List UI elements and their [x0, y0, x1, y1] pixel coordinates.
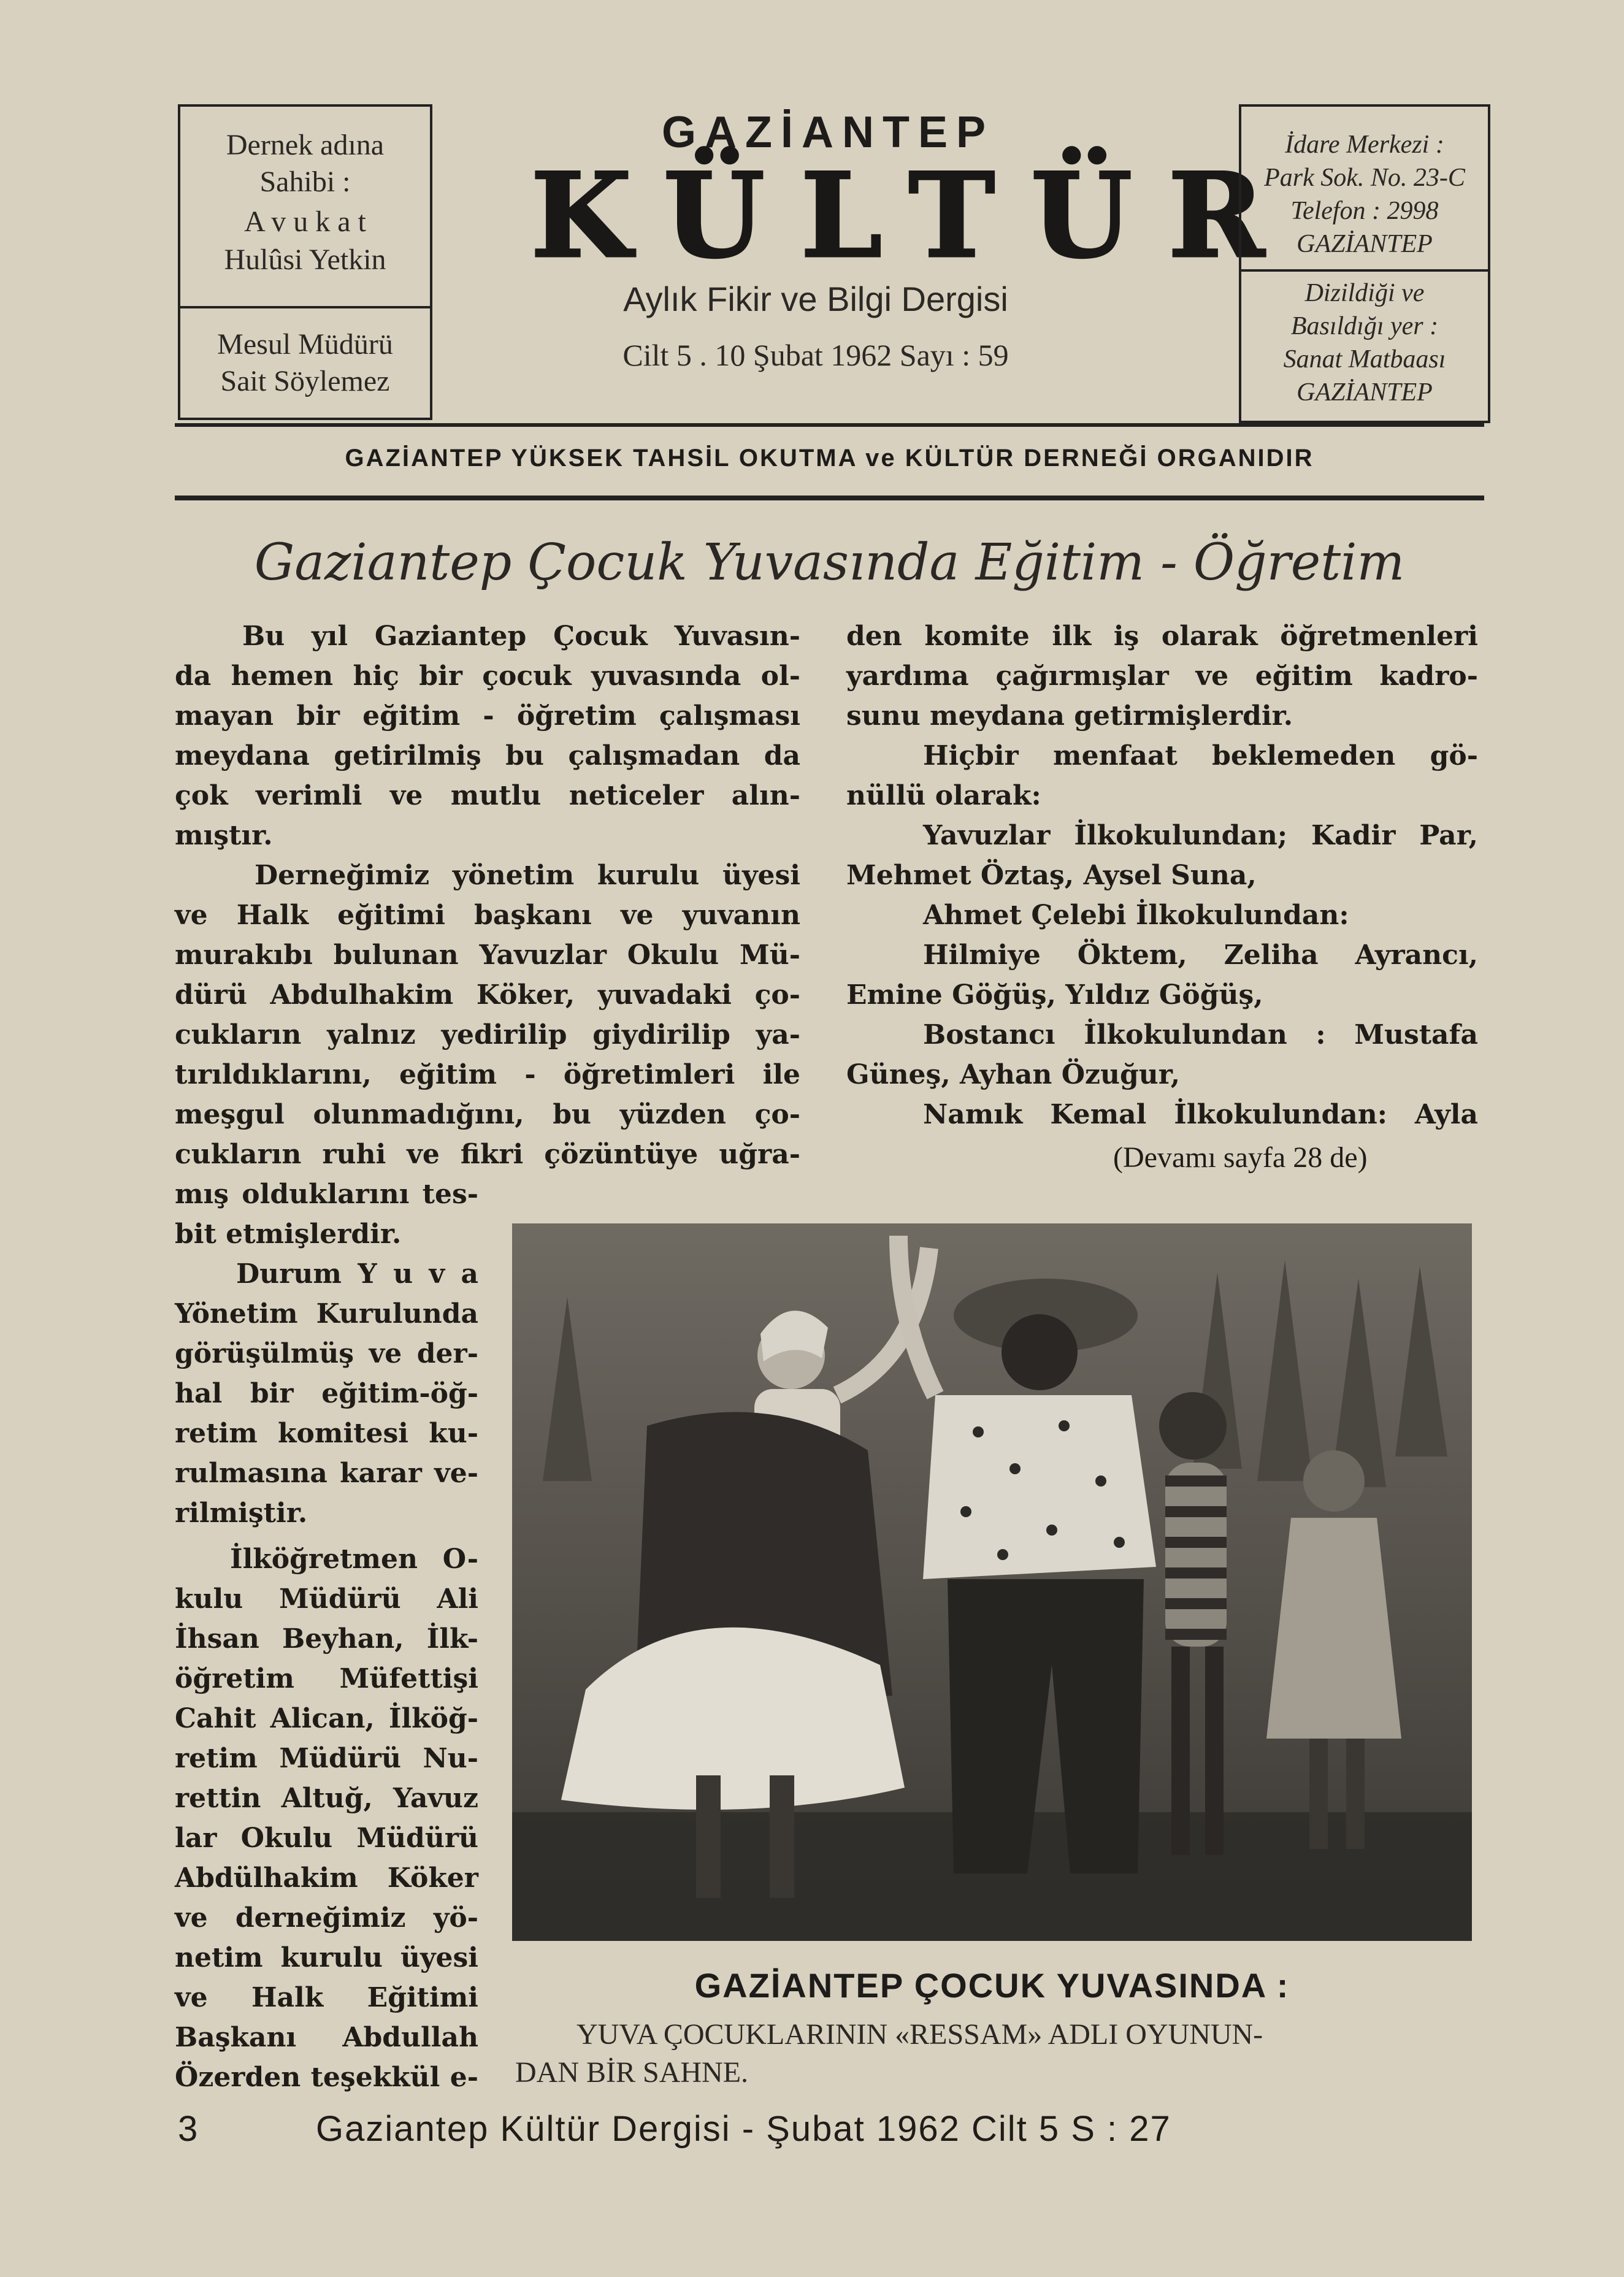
- info-line: Park Sok. No. 23-C: [1264, 164, 1465, 192]
- text-line: retim komitesi ku-: [175, 1418, 478, 1449]
- text-line: Başkanı Abdullah: [175, 2022, 478, 2053]
- text-line: Hilmiye Öktem, Zeliha Ayrancı,: [923, 940, 1478, 971]
- text-line: yardıma çağırmışlar ve eğitim kadro-: [846, 660, 1478, 692]
- photograph: [512, 1223, 1472, 1941]
- page-number: 3: [178, 2109, 198, 2149]
- text-line: nüllü olarak:: [846, 780, 1041, 811]
- text-line: Mehmet Öztaş, Aysel Suna,: [846, 860, 1257, 891]
- masthead-logo: KÜLTÜR: [530, 147, 1301, 284]
- text-line: Güneş, Ayhan Özuğur,: [846, 1059, 1181, 1090]
- text-line: İhsan Beyhan, İlk-: [175, 1623, 478, 1655]
- masthead-subtitle: Aylık Fikir ve Bilgi Dergisi: [623, 280, 1008, 318]
- issue-line: Cilt 5 . 10 Şubat 1962 Sayı : 59: [622, 338, 1009, 372]
- text-line: Durum Y u v a: [236, 1258, 478, 1290]
- text-line: rilmiştir.: [175, 1498, 308, 1529]
- text-line: rulmasına karar ve-: [175, 1458, 478, 1489]
- info-line: GAZİANTEP: [1297, 230, 1433, 258]
- text-line: görüşülmüş ve der-: [175, 1338, 478, 1369]
- print-line: Sanat Matbaası: [1283, 345, 1446, 373]
- text-line: rettin Altuğ, Yavuz: [175, 1783, 478, 1814]
- caption-line: DAN BİR SAHNE.: [515, 2056, 749, 2089]
- footer-text: Gaziantep Kültür Dergisi - Şubat 1962 Cilt 5 S : 27: [316, 2109, 1171, 2149]
- owner-line: Dernek adına: [226, 129, 385, 161]
- text-line: sunu meydana getirmişlerdir.: [846, 700, 1293, 732]
- text-line: tırıldıklarını, eğitim - öğretimleri ile: [175, 1059, 800, 1090]
- text-line: murakıbı bulunan Yavuzlar Okulu Mü-: [175, 940, 800, 971]
- caption-line: YUVA ÇOCUKLARININ «RESSAM» ADLI OYUNUN-: [576, 2018, 1263, 2051]
- text-line: meydana getirilmiş bu çalışmadan da: [175, 740, 800, 771]
- owner-box: [178, 104, 432, 420]
- masthead-rule-bottom: [175, 496, 1484, 500]
- text-line: ve Halk Eğitimi: [175, 1982, 478, 2013]
- box-divider: [180, 306, 430, 308]
- owner-line: Hulûsi Yetkin: [224, 243, 386, 276]
- text-line: Ahmet Çelebi İlkokulundan:: [923, 900, 1349, 931]
- print-line: GAZİANTEP: [1297, 378, 1433, 407]
- text-line: çok verimli ve mutlu neticeler alın-: [175, 780, 800, 811]
- text-line: meşgul olunmadığını, bu yüzden ço-: [175, 1099, 800, 1130]
- text-line: Namık Kemal İlkokulundan: Ayla: [923, 1099, 1478, 1130]
- text-line: hal bir eğitim-öğ-: [175, 1378, 478, 1409]
- text-line: Cahit Alican, İlköğ-: [175, 1703, 478, 1734]
- organization-line: GAZİANTEP YÜKSEK TAHSİL OKUTMA ve KÜLTÜR DERNEĞİ ORGANIDIR: [345, 445, 1314, 472]
- owner-line: Sahibi :: [259, 166, 351, 198]
- text-line: retim Müdürü Nu-: [175, 1743, 478, 1774]
- print-line: Basıldığı yer :: [1290, 312, 1439, 340]
- text-line: kulu Müdürü Ali: [175, 1583, 478, 1615]
- manager-line: Sait Söylemez: [220, 365, 390, 397]
- text-line: cukların yalnız yedirilip giydirilip ya-: [175, 1019, 800, 1050]
- info-line: İdare Merkezi :: [1285, 131, 1444, 159]
- info-line: Telefon : 2998: [1290, 197, 1439, 225]
- text-line: netim kurulu üyesi: [175, 1942, 478, 1973]
- text-line: Bu yıl Gaziantep Çocuk Yuvasın-: [242, 621, 800, 652]
- text-line: Hiçbir menfaat beklemeden gö-: [923, 740, 1478, 771]
- masthead-rule-top: [175, 423, 1484, 427]
- text-line: İlköğretmen O-: [230, 1544, 478, 1575]
- text-line: lar Okulu Müdürü: [175, 1823, 478, 1854]
- text-line: Özerden teşekkül e-: [175, 2062, 478, 2093]
- text-line: dürü Abdulhakim Köker, yuvadaki ço-: [175, 979, 800, 1011]
- text-line: mayan bir eğitim - öğretim çalışması: [175, 700, 800, 732]
- caption-title: GAZİANTEP ÇOCUK YUVASINDA :: [694, 1966, 1290, 2005]
- text-line: Yavuzlar İlkokulundan; Kadir Par,: [923, 820, 1478, 851]
- text-line: Bostancı İlkokulundan : Mustafa: [923, 1019, 1478, 1050]
- text-line: cukların ruhi ve fikri çözüntüye uğra-: [175, 1139, 800, 1170]
- manager-line: Mesul Müdürü: [217, 328, 393, 361]
- masthead-city: GAZİANTEP: [661, 108, 994, 157]
- print-line: Dizildiği ve: [1304, 279, 1425, 307]
- text-line: den komite ilk iş olarak öğretmenleri: [846, 621, 1478, 652]
- text-line: mıştır.: [175, 820, 273, 851]
- owner-line: A v u k a t: [244, 205, 366, 238]
- text-line: Emine Göğüş, Yıldız Göğüş,: [846, 979, 1263, 1011]
- text-line: ve Halk eğitimi başkanı ve yuvanın: [175, 900, 800, 931]
- article-title: Gaziantep Çocuk Yuvasında Eğitim - Öğretim: [254, 534, 1405, 592]
- text-line: bit etmişlerdir.: [175, 1219, 402, 1250]
- continued-note: (Devamı sayfa 28 de): [1113, 1141, 1368, 1174]
- text-line: Abdülhakim Köker: [175, 1862, 478, 1894]
- text-line: Derneğimiz yönetim kurulu üyesi: [255, 860, 800, 891]
- text-line: da hemen hiç bir çocuk yuvasında ol-: [175, 660, 800, 692]
- text-line: öğretim Müfettişi: [175, 1663, 478, 1694]
- text-line: mış olduklarını tes-: [175, 1179, 478, 1210]
- info-box: [1239, 104, 1490, 423]
- text-line: Yönetim Kurulunda: [175, 1298, 478, 1330]
- box-divider: [1241, 269, 1488, 272]
- text-line: ve derneğimiz yö-: [175, 1902, 478, 1934]
